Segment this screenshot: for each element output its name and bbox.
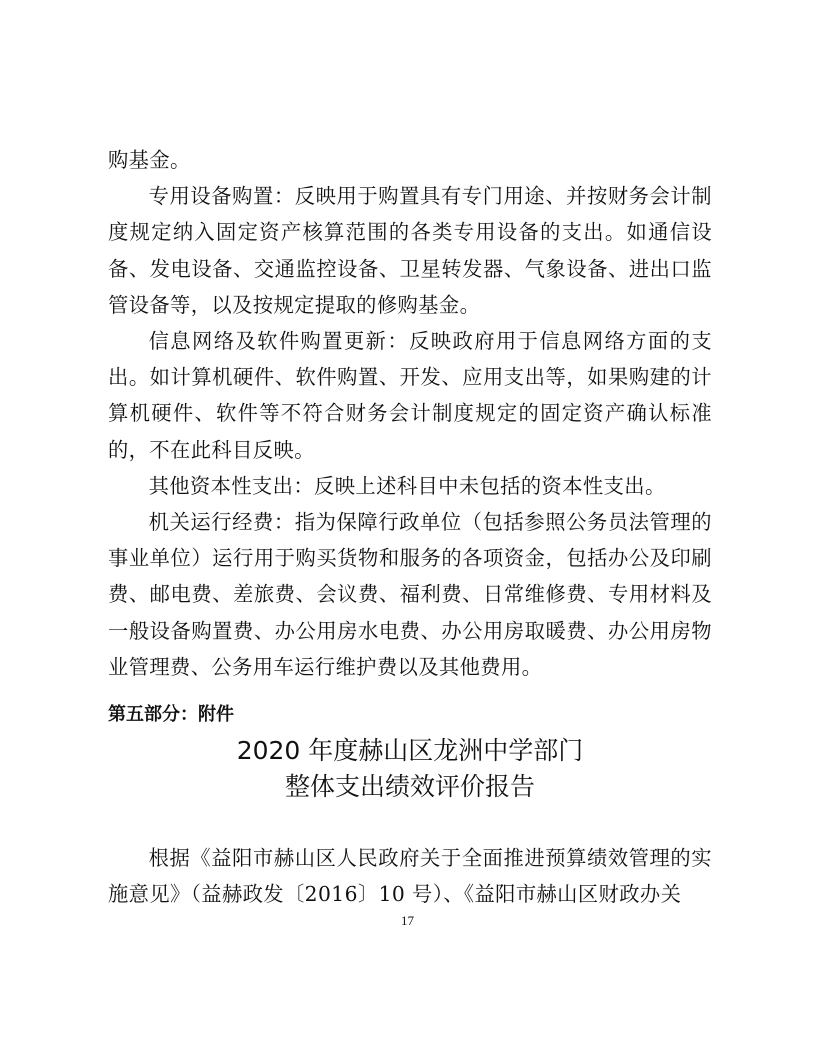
section-heading: 第五部分：附件: [108, 704, 234, 725]
paragraph-other-capital: 其他资本性支出：反映上述科目中未包括的资本性支出。: [148, 473, 666, 498]
paragraph-basis: 根据《益阳市赫山区人民政府关于全面推进预算绩效管理的实施意见》（益赫政发〔2016〕10 号）、《益阳市赫山区财政办关: [108, 846, 712, 907]
paragraph-information-network: 信息网络及软件购置更新：反映政府用于信息网络方面的支出。如计算机硬件、软件购置、开发、应用支出等，如果购建的计算机硬件、软件等不符合财务会计制度规定的固定资产确认标准的，不在此科目反映。: [108, 329, 712, 462]
body-text-top: [108, 142, 712, 685]
body-text-bottom: [108, 840, 712, 912]
paragraph-special-equipment: 专用设备购置：反映用于购置具有专门用途、并按财务会计制度规定纳入固定资产核算范围的各类专用设备的支出。如通信设备、发电设备、交通监控设备、卫星转发器、气象设备、进出口监管设备等，以及按规定提取的修购基金。: [108, 184, 712, 317]
report-title: [108, 733, 712, 805]
page-number: 17: [401, 913, 414, 928]
report-title-line-2: 整体支出绩效评价报告: [284, 772, 535, 801]
paragraph-continuation: 购基金。: [108, 148, 191, 172]
report-title-line-1: 2020 年度赫山区龙洲中学部门: [236, 736, 584, 765]
paragraph-operating-expenses: 机关运行经费：指为保障行政单位（包括参照公务员法管理的事业单位）运行用于购买货物和服务的各项资金，包括办公及印刷费、邮电费、差旅费、会议费、福利费、日常维修费、专用材料及一般设备购置费、办公用房水电费、办公用房取暖费、办公用房物业管理费、公务用车运行维护费以及其他费用。: [108, 510, 712, 679]
